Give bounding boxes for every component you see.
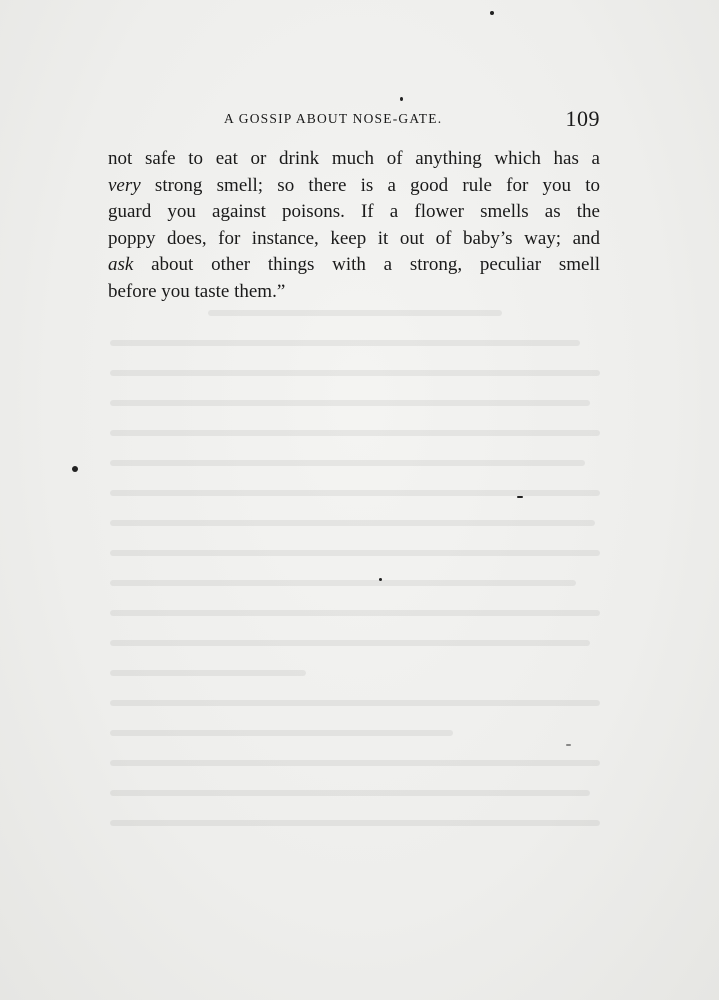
page-number: 109 <box>565 106 600 131</box>
ink-speck <box>490 11 494 15</box>
text-segment: about other things with a strong, peculiar smell <box>133 254 600 276</box>
text-line <box>108 226 600 253</box>
reverse-page-bleed-through <box>110 310 600 870</box>
italic-word: very <box>108 174 141 196</box>
text-segment: not safe to eat or drink much of anything which has a <box>108 148 600 169</box>
text-line <box>108 146 600 173</box>
text-line <box>108 173 600 200</box>
text-segment: poppy does, for instance, keep it out of baby’s way; and <box>108 227 600 249</box>
text-line <box>108 279 600 306</box>
body-text <box>108 146 600 306</box>
text-segment: strong smell; so there is a good rule for you to <box>140 174 600 196</box>
ink-speck <box>379 578 382 581</box>
ink-speck <box>72 466 78 472</box>
running-head <box>108 108 600 132</box>
text-segment: guard you against poisons. If a flower smells as the <box>108 201 600 223</box>
ink-speck <box>400 97 403 101</box>
text-line <box>108 199 600 226</box>
running-title: A GOSSIP ABOUT NOSE-GATE. <box>224 111 443 126</box>
text-line <box>108 252 600 279</box>
ink-speck <box>517 496 523 498</box>
italic-word: ask <box>108 254 134 276</box>
text-segment: before you taste them.” <box>108 280 286 302</box>
ink-speck <box>566 744 571 746</box>
